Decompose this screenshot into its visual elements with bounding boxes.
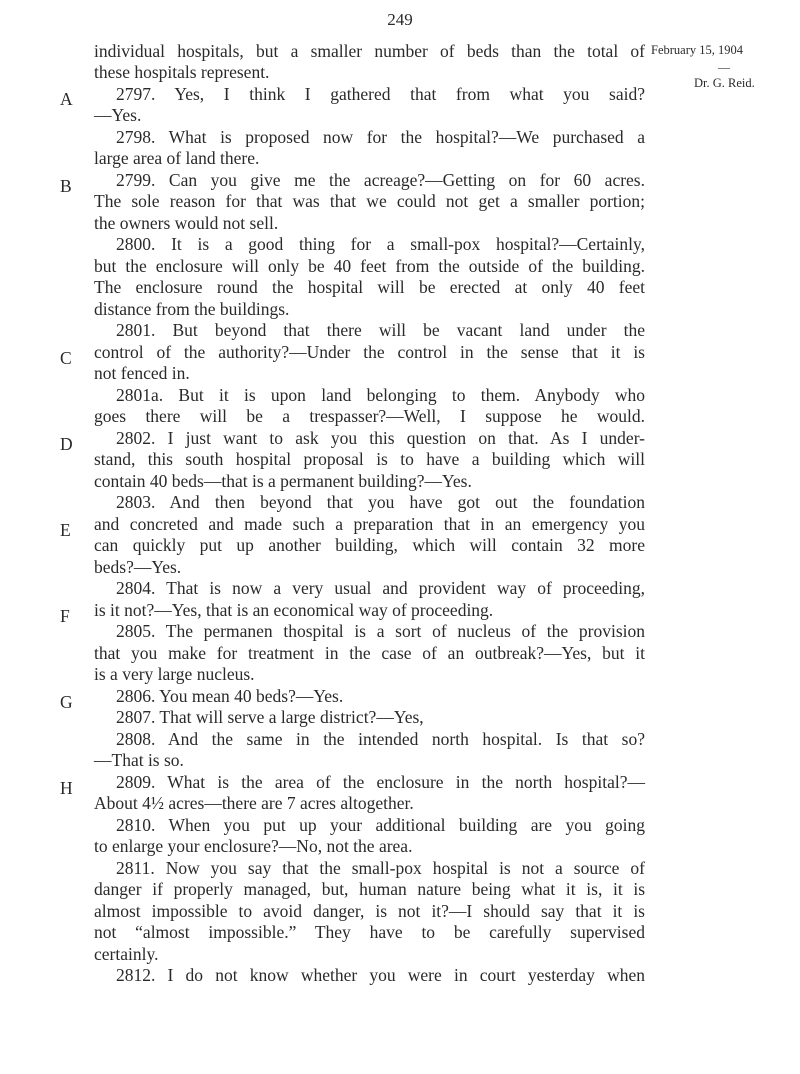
- text-line: 2802. I just want to ask you this question on that. As I under-: [116, 428, 645, 448]
- text-line: to enlarge your enclosure?—No, not the area.: [94, 836, 413, 856]
- text-line: 2808. And the same in the intended north hospital. Is that so?: [116, 729, 645, 749]
- text-line: that you make for treatment in the case of an outbreak?—Yes, but it: [94, 643, 645, 663]
- witness-name: Dr. G. Reid.: [694, 76, 755, 90]
- text-line: 2798. What is proposed now for the hospital?—We purchased a: [116, 127, 645, 147]
- text-line: and concreted and made such a preparation that in an emergency you: [94, 514, 645, 534]
- text-line: stand, this south hospital proposal is to have a building which will: [94, 449, 645, 469]
- text-line: can quickly put up another building, which will contain 32 more: [94, 535, 645, 555]
- page-number: 249: [387, 10, 413, 29]
- text-line: goes there will be a trespasser?—Well, I suppose he would.: [94, 406, 645, 426]
- text-line: 2799. Can you give me the acreage?—Getting on for 60 acres.: [116, 170, 645, 190]
- line-marker-g: G: [60, 692, 73, 712]
- line-marker-c: C: [60, 348, 72, 368]
- text-line: 2801a. But it is upon land belonging to them. Anybody who: [116, 385, 645, 405]
- text-line: The enclosure round the hospital will be erected at only 40 feet: [94, 277, 645, 297]
- text-line: 2812. I do not know whether you were in court yesterday when: [116, 965, 645, 985]
- text-line: —That is so.: [94, 750, 184, 770]
- margin-date: February 15, 1904: [651, 43, 743, 57]
- text-line: large area of land there.: [94, 148, 260, 168]
- text-line: not fenced in.: [94, 363, 190, 383]
- text-line: 2809. What is the area of the enclosure in the north hospital?—: [116, 772, 645, 792]
- text-line: 2811. Now you say that the small-pox hospital is not a source of: [116, 858, 645, 878]
- text-line: is it not?—Yes, that is an economical way of proceeding.: [94, 600, 494, 620]
- text-line: not “almost impossible.” They have to be carefully supervised: [94, 922, 645, 942]
- text-line: 2797. Yes, I think I gathered that from what you said?: [116, 84, 645, 104]
- line-marker-a: A: [60, 89, 73, 109]
- margin-dash: —: [718, 60, 730, 74]
- text-line: danger if properly managed, but, human nature being what it is, it is: [94, 879, 645, 899]
- line-marker-h: H: [60, 778, 73, 798]
- text-line: 2800. It is a good thing for a small-pox hospital?—Certainly,: [116, 234, 645, 254]
- text-line: 2810. When you put up your additional building are you going: [116, 815, 645, 835]
- text-line: 2804. That is now a very usual and provident way of proceeding,: [116, 578, 645, 598]
- text-line: The sole reason for that was that we could not get a smaller portion;: [94, 191, 645, 211]
- text-line: the owners would not sell.: [94, 213, 279, 233]
- text-line: beds?—Yes.: [94, 557, 182, 577]
- line-marker-d: D: [60, 434, 73, 454]
- line-marker-b: B: [60, 176, 72, 196]
- text-line: but the enclosure will only be 40 feet from the outside of the building.: [94, 256, 645, 276]
- text-line: 2803. And then beyond that you have got out the foundation: [116, 492, 645, 512]
- text-line: individual hospitals, but a smaller number of beds than the total of: [94, 41, 645, 61]
- text-line: 2805. The permanen thospital is a sort of nucleus of the provision: [116, 621, 645, 641]
- text-line: is a very large nucleus.: [94, 664, 255, 684]
- text-line: 2806. You mean 40 beds?—Yes.: [116, 686, 344, 706]
- text-line: these hospitals represent.: [94, 62, 270, 82]
- text-line: contain 40 beds—that is a permanent building?—Yes.: [94, 471, 472, 491]
- text-line: distance from the buildings.: [94, 299, 290, 319]
- text-line: 2801. But beyond that there will be vacant land under the: [116, 320, 645, 340]
- text-line: 2807. That will serve a large district?—Yes,: [116, 707, 424, 727]
- text-line: —Yes.: [94, 105, 142, 125]
- text-line: control of the authority?—Under the control in the sense that it is: [94, 342, 645, 362]
- line-marker-f: F: [60, 606, 70, 626]
- text-line: almost impossible to avoid danger, is not it?—I should say that it is: [94, 901, 645, 921]
- text-line: certainly.: [94, 944, 159, 964]
- text-line: About 4½ acres—there are 7 acres altogether.: [94, 793, 414, 813]
- line-marker-e: E: [60, 520, 71, 540]
